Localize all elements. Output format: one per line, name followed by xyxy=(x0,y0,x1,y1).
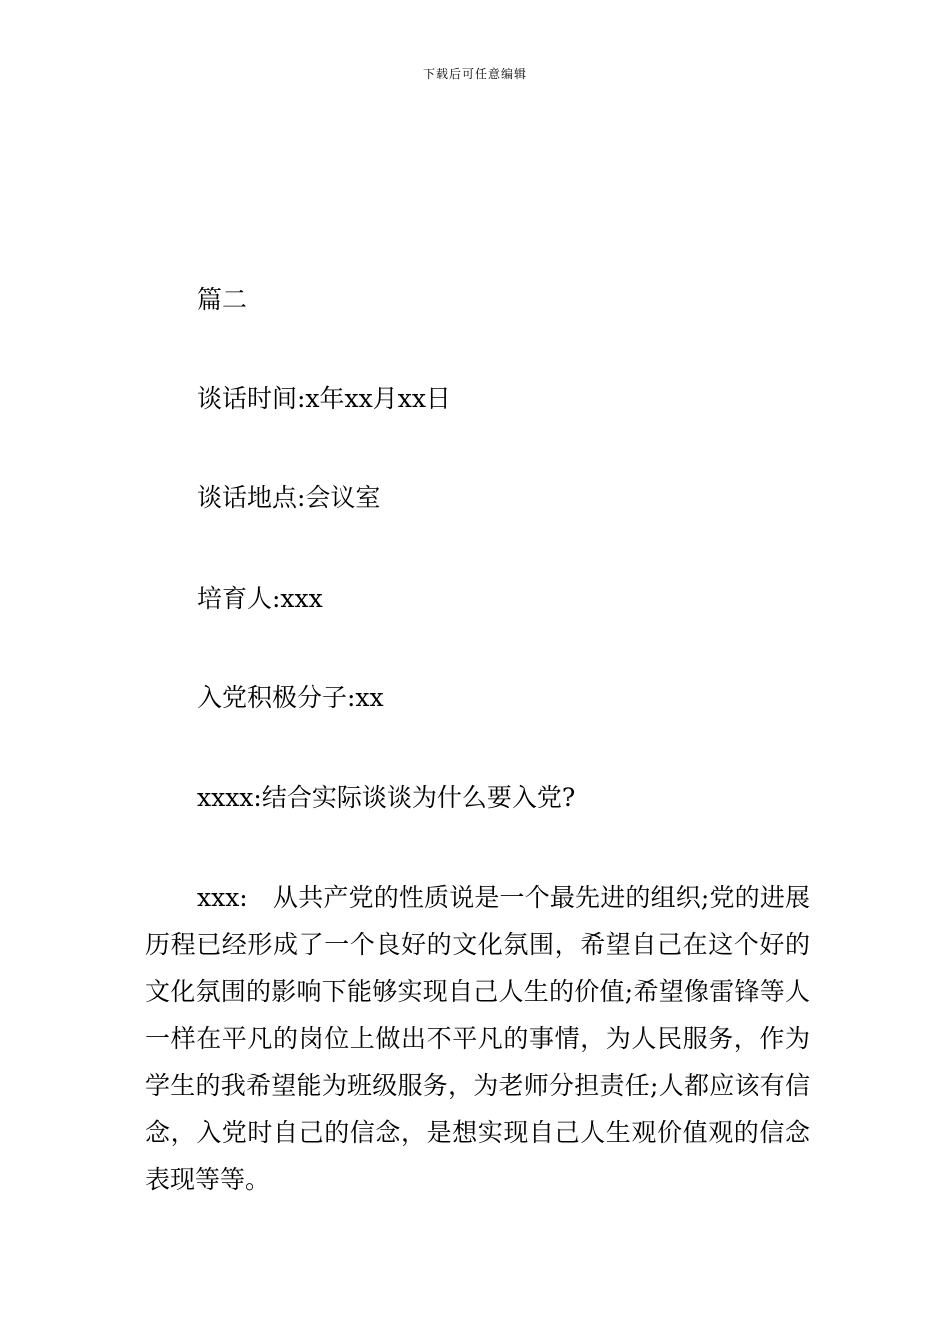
talk-time-line: 谈话时间:x年xx月xx日 xyxy=(197,384,451,413)
talk-place-line: 谈话地点:会议室 xyxy=(197,483,381,512)
question-line: xxxx:结合实际谈谈为什么要入党? xyxy=(197,783,576,812)
section-title: 篇二 xyxy=(197,285,248,314)
page-header-note: 下载后可任意编辑 xyxy=(422,67,527,81)
mentor-line: 培育人:xxx xyxy=(197,584,323,613)
answer-paragraph: xxx: 从共产党的性质说是一个最先进的组织;党的进展历程已经形成了一个良好的文化氛围，希望自己在这个好的文化氛围的影响下能够实现自己人生的价值;希望像雷锋等人一样在平凡的岗位上做出不平凡的事情，为人民服务，作为学生的我希望能为班级服务，为老师分担责任;人都应该有信念，入党时自己的信念，是想实现自己人生观价值观的信念表现等等。 xyxy=(145,883,810,1194)
activist-line: 入党积极分子:xx xyxy=(197,683,384,712)
